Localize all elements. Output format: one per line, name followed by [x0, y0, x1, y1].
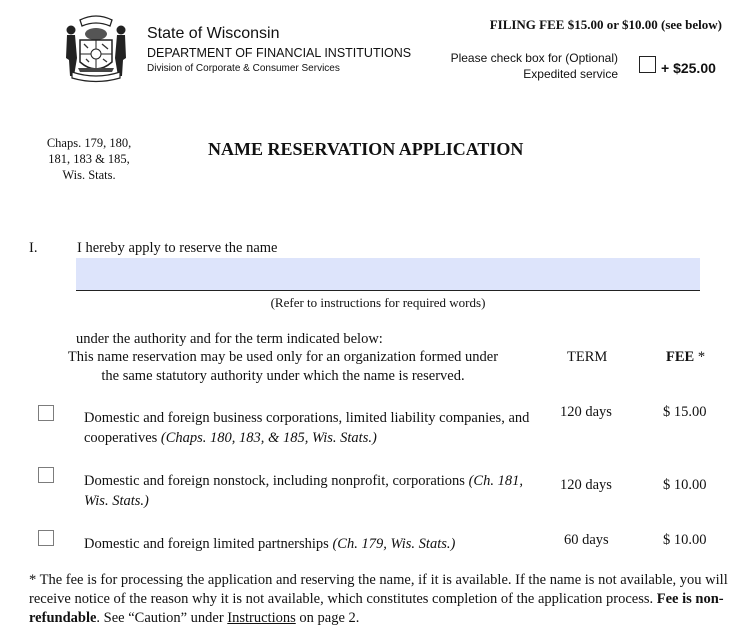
statutes-line3: Wis. Stats.	[62, 168, 116, 182]
option-fee: $ 10.00	[663, 477, 707, 493]
refer-note: (Refer to instructions for required words)	[270, 295, 486, 310]
term-column-header: TERM	[567, 349, 608, 365]
expedite-checkbox[interactable]	[639, 56, 656, 73]
authority-line-1: under the authority and for the term indicated below:	[76, 331, 383, 347]
option-fee: $ 15.00	[663, 404, 707, 420]
fee-footnote	[29, 571, 729, 628]
option-citation: (Chaps. 180, 183, & 185, Wis. Stats.)	[160, 430, 377, 446]
department-name: DEPARTMENT OF FINANCIAL INSTITUTIONS	[147, 46, 412, 60]
statutes-line1: Chaps. 179, 180,	[46, 136, 132, 150]
option-checkbox-nonstock[interactable]	[38, 467, 54, 483]
option-citation: (Ch. 181, Wis. Stats.)	[84, 473, 523, 509]
option-term: 60 days	[564, 532, 609, 548]
authority-line-3: the same statutory authority under which the name is reserved.	[101, 368, 465, 384]
fee-footnote-mark: *	[697, 349, 706, 365]
option-label-business	[84, 408, 534, 448]
name-to-reserve-field[interactable]	[76, 258, 700, 291]
option-citation: (Ch. 179, Wis. Stats.)	[332, 536, 456, 552]
statutes-note	[30, 135, 148, 183]
option-text: Domestic and foreign nonstock, including nonprofit, corporations	[84, 473, 465, 489]
expedite-note	[400, 50, 618, 82]
division-name: Division of Corporate & Consumer Services	[147, 63, 340, 74]
statutes-line2: 181, 183 & 185,	[48, 152, 130, 166]
option-fee: $ 10.00	[663, 532, 707, 548]
option-checkbox-business[interactable]	[38, 405, 54, 421]
apply-text: I hereby apply to reserve the name	[77, 240, 278, 256]
form-title: NAME RESERVATION APPLICATION	[208, 139, 524, 159]
footnote-text-1: * The fee is for processing the application and reserving the name, if it is available. If the name is not available, you will receive notice of the reason why it is not available, which constitutes completion of the application process.	[29, 572, 728, 607]
expedite-fee: + $25.00	[661, 60, 716, 76]
option-label-limited-partnership	[84, 534, 554, 554]
footnote-text-3: on page 2.	[295, 610, 360, 626]
option-text: Domestic and foreign business corporations, limited liability companies, and cooperatives	[84, 410, 530, 446]
option-term: 120 days	[560, 477, 612, 493]
state-name: State of Wisconsin	[147, 25, 280, 42]
instructions-link[interactable]: Instructions	[227, 610, 296, 626]
filing-fee-note: FILING FEE $15.00 or $10.00 (see below)	[489, 17, 722, 32]
section-number: I.	[29, 240, 38, 256]
expedite-note-line2: Expedited service	[523, 67, 618, 81]
wisconsin-seal-icon	[58, 10, 134, 86]
option-label-nonstock	[84, 471, 534, 511]
expedite-note-line1: Please check box for (Optional)	[450, 51, 618, 65]
option-term: 120 days	[560, 404, 612, 420]
fee-column-header	[666, 349, 705, 366]
fee-header-label: FEE	[666, 349, 695, 365]
option-text: Domestic and foreign limited partnerships	[84, 536, 329, 552]
footnote-nonrefundable: Fee is non-refundable	[29, 591, 724, 626]
authority-line-2: This name reservation may be used only for an organization formed under	[67, 349, 499, 365]
footnote-text-2: . See “Caution” under	[96, 610, 228, 626]
option-checkbox-limited-partnership[interactable]	[38, 530, 54, 546]
